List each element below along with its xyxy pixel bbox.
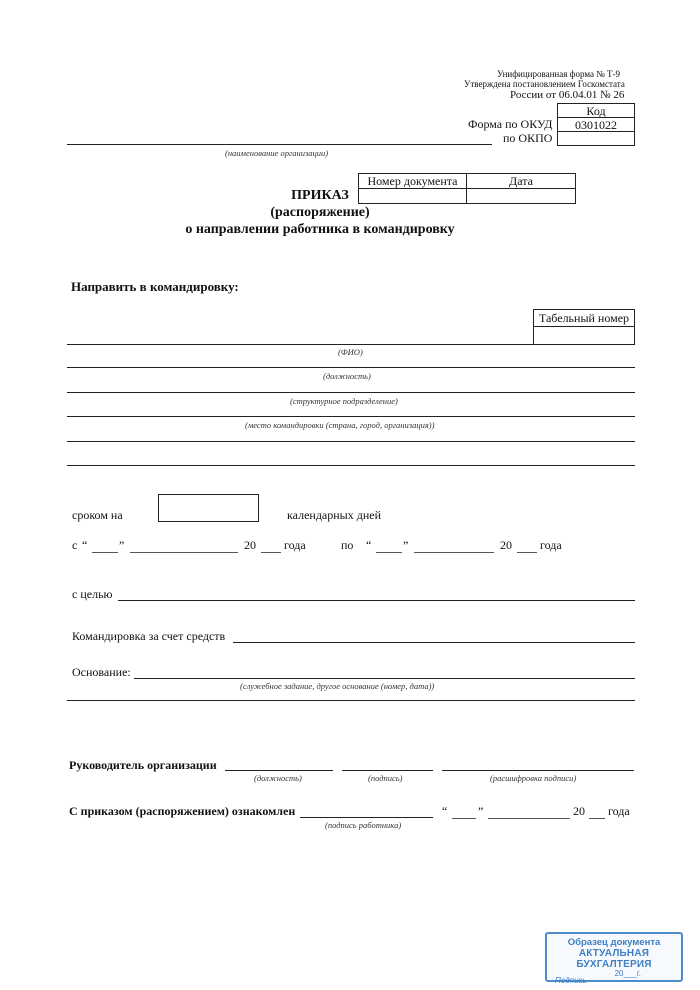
- fio-caption: (ФИО): [338, 347, 363, 357]
- form-unified-label: Унифицированная форма № Т-9: [497, 69, 621, 79]
- to-year-line[interactable]: [517, 552, 537, 553]
- funding-label: Командировка за счет средств: [72, 629, 226, 643]
- acquainted-signature-caption: (подпись работника): [325, 820, 402, 830]
- acquainted-signature-line[interactable]: [300, 817, 433, 818]
- basis-line-2[interactable]: [67, 700, 635, 701]
- from-year-prefix: 20: [244, 538, 256, 552]
- stamp-line-1: Образец документа: [567, 937, 661, 948]
- doc-number-header: Номер документа: [358, 173, 467, 189]
- term-label: сроком на: [72, 508, 123, 522]
- from-quote-open: “: [82, 538, 88, 552]
- from-year-line[interactable]: [261, 552, 281, 553]
- to-label: по: [341, 538, 354, 552]
- head-decode-caption: (расшифровка подписи): [490, 773, 577, 783]
- to-year-prefix: 20: [500, 538, 512, 552]
- acq-year-suffix: года: [608, 804, 630, 818]
- basis-caption: (служебное задание, другое основание (номер, дата)): [240, 681, 435, 691]
- acq-year-line[interactable]: [589, 818, 605, 819]
- acq-year-prefix: 20: [573, 804, 585, 818]
- head-position-line[interactable]: [225, 770, 333, 771]
- place-line-3[interactable]: [67, 465, 635, 466]
- organization-caption: (наименование организации): [225, 148, 329, 158]
- head-signature-caption: (подпись): [368, 773, 403, 783]
- approved-by-label: Утверждена постановлением Госкомстата: [464, 79, 625, 89]
- stamp-line-2: АКТУАЛЬНАЯ БУХГАЛТЕРИЯ: [576, 948, 652, 970]
- okpo-value-cell[interactable]: [557, 131, 635, 146]
- acquainted-label: С приказом (распоряжением) ознакомлен: [69, 804, 296, 818]
- days-label: календарных дней: [287, 508, 382, 522]
- sample-stamp: [545, 932, 683, 985]
- code-header-cell: Код: [557, 103, 635, 118]
- place-line-2[interactable]: [67, 441, 635, 442]
- okud-label: Форма по ОКУД: [468, 117, 553, 131]
- head-decode-line[interactable]: [442, 770, 634, 771]
- to-quote-open: “: [366, 538, 372, 552]
- purpose-label: с целью: [72, 587, 113, 601]
- department-line[interactable]: [67, 392, 635, 393]
- tabel-number-field[interactable]: [533, 326, 635, 345]
- place-caption: (место командировки (страна, город, организация)): [245, 420, 435, 430]
- tabel-number-header: Табельный номер: [533, 309, 635, 327]
- to-quote-close: ”: [403, 538, 409, 552]
- from-label: с: [72, 538, 78, 552]
- doc-date-header: Дата: [466, 173, 576, 189]
- position-line[interactable]: [67, 367, 635, 368]
- position-caption: (должность): [323, 371, 371, 381]
- from-day-line[interactable]: [92, 552, 118, 553]
- title-instruction: (распоряжение): [270, 205, 370, 220]
- head-signature-line[interactable]: [342, 770, 433, 771]
- to-month-line[interactable]: [414, 552, 494, 553]
- okud-value-cell[interactable]: 0301022: [557, 117, 635, 132]
- title-order: ПРИКАЗ: [291, 188, 349, 203]
- head-position-caption: (должность): [254, 773, 302, 783]
- okpo-label: по ОКПО: [503, 131, 553, 145]
- acq-quote-open: “: [442, 804, 448, 818]
- stamp-line-3: 20___г.: [614, 969, 641, 978]
- fio-line[interactable]: [67, 344, 534, 345]
- days-field[interactable]: [158, 494, 259, 522]
- send-label: Направить в командировку:: [71, 279, 239, 294]
- stamp-line-4: Подпись: [555, 976, 587, 985]
- purpose-line[interactable]: [118, 600, 635, 601]
- acq-month-line[interactable]: [488, 818, 570, 819]
- department-caption: (структурное подразделение): [290, 396, 398, 406]
- to-day-line[interactable]: [376, 552, 402, 553]
- head-label: Руководитель организации: [69, 758, 217, 772]
- basis-label: Основание:: [72, 665, 131, 679]
- funding-line[interactable]: [233, 642, 635, 643]
- from-month-line[interactable]: [130, 552, 238, 553]
- russia-date-label: России от 06.04.01 № 26: [510, 89, 625, 101]
- organization-line[interactable]: [67, 144, 492, 145]
- basis-line[interactable]: [134, 678, 635, 679]
- from-quote-close: ”: [119, 538, 125, 552]
- to-year-suffix: года: [540, 538, 562, 552]
- place-line[interactable]: [67, 416, 635, 417]
- from-year-suffix: года: [284, 538, 306, 552]
- acq-day-line[interactable]: [452, 818, 476, 819]
- title-subject: о направлении работника в командировку: [185, 222, 455, 237]
- acq-quote-close: ”: [478, 804, 484, 818]
